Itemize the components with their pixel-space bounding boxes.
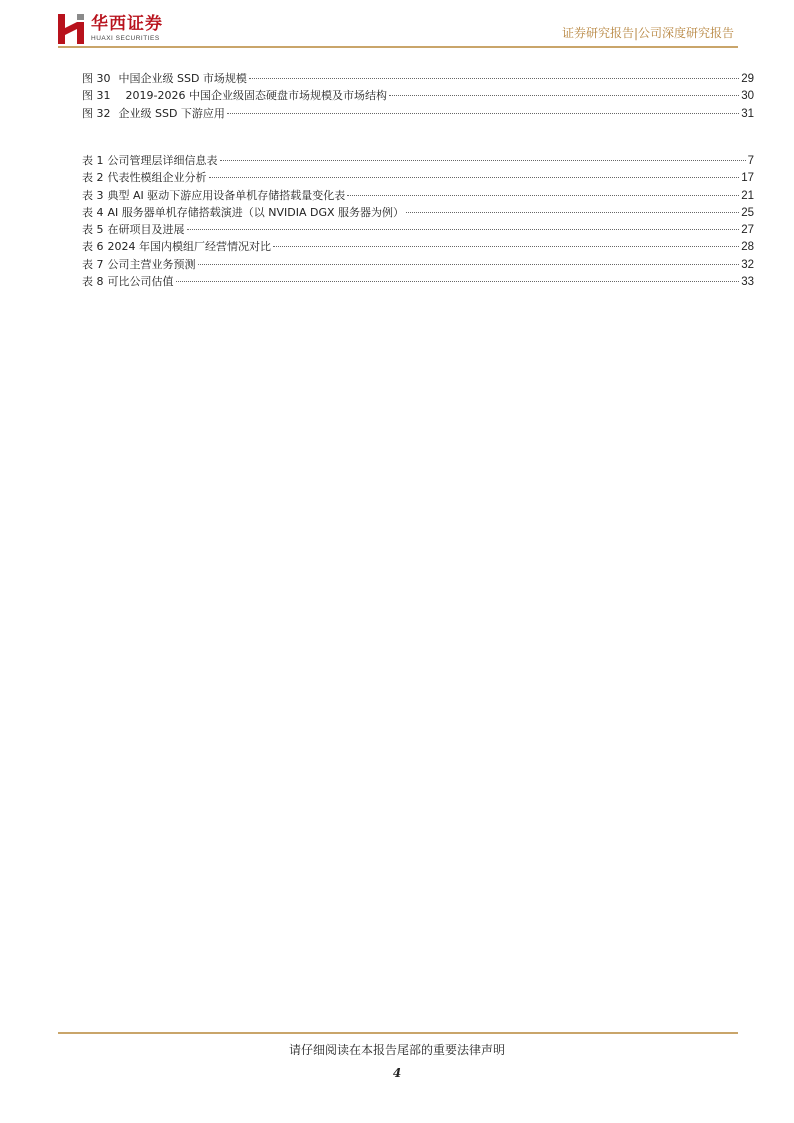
entry-page: 33 — [741, 276, 754, 289]
table-list — [82, 152, 754, 290]
entry-number: 表 3 — [82, 188, 104, 202]
entry-title: 2024 年国内模组厂经营情况对比 — [107, 240, 271, 254]
toc-entry-table-1[interactable] — [82, 152, 754, 169]
header-divider — [58, 46, 738, 48]
entry-page: 17 — [741, 172, 754, 185]
entry-number: 表 5 — [82, 223, 104, 237]
logo-text — [91, 14, 163, 43]
legal-notice: 请仔细阅读在本报告尾部的重要法律声明 — [288, 1043, 505, 1057]
entry-number: 表 2 — [82, 171, 104, 185]
toc-entry-table-5[interactable] — [82, 221, 754, 238]
dot-leader — [220, 160, 746, 161]
page-header — [0, 0, 794, 50]
entry-page: 29 — [741, 73, 754, 85]
entry-title: 代表性模组企业分析 — [107, 171, 207, 185]
entry-number: 表 4 — [82, 205, 104, 219]
toc-entry-figure-31[interactable] — [82, 87, 754, 104]
entry-title: 2019-2026 中国企业级固态硬盘市场规模及市场结构 — [118, 89, 387, 103]
dot-leader — [227, 113, 739, 114]
dot-leader — [389, 95, 739, 96]
footer-divider — [58, 1032, 738, 1034]
entry-number: 表 6 — [82, 240, 104, 254]
entry-page: 31 — [741, 107, 754, 120]
entry-number: 图 30 — [82, 72, 111, 85]
entry-page: 28 — [741, 241, 754, 254]
toc-entry-table-8[interactable] — [82, 273, 754, 290]
logo-name-en: HUAXI SECURITIES — [91, 35, 160, 42]
entry-title: 企业级 SSD 下游应用 — [118, 106, 225, 120]
logo-name-cn: 华西证券 — [91, 14, 163, 34]
dot-leader — [249, 78, 739, 79]
entry-page: 7 — [747, 155, 754, 167]
entry-page: 21 — [741, 189, 754, 202]
entry-title: 公司管理层详细信息表 — [107, 154, 218, 167]
entry-page: 32 — [741, 258, 754, 271]
figure-list — [82, 70, 754, 122]
entry-page: 27 — [741, 224, 754, 237]
entry-title: AI 服务器单机存储搭载演进（以 NVIDIA DGX 服务器为例） — [107, 205, 405, 219]
dot-leader — [347, 195, 739, 196]
dot-leader — [176, 281, 740, 282]
entry-page: 30 — [741, 90, 754, 103]
entry-title: 中国企业级 SSD 市场规模 — [118, 72, 247, 85]
entry-number: 图 31 — [82, 89, 111, 103]
huaxi-logo-icon — [58, 14, 84, 44]
toc-entry-table-7[interactable] — [82, 256, 754, 273]
entry-page: 25 — [741, 206, 754, 219]
page-number: 4 — [392, 1066, 402, 1080]
dot-leader — [406, 212, 739, 213]
entry-number: 表 1 — [82, 154, 104, 167]
toc-entry-table-6[interactable] — [82, 238, 754, 255]
toc-entry-table-4[interactable] — [82, 204, 754, 221]
entry-number: 表 7 — [82, 257, 104, 271]
report-type: 证券研究报告|公司深度研究报告 — [561, 26, 734, 40]
dot-leader — [209, 177, 740, 178]
toc-entry-table-3[interactable] — [82, 187, 754, 204]
toc-entry-figure-32[interactable] — [82, 105, 754, 122]
dot-leader — [198, 264, 740, 265]
entry-title: 在研项目及进展 — [107, 223, 185, 237]
entry-title: 可比公司估值 — [107, 275, 174, 289]
entry-number: 图 32 — [82, 106, 111, 120]
entry-title: 公司主营业务预测 — [107, 257, 196, 271]
toc-entry-table-2[interactable] — [82, 169, 754, 186]
dot-leader — [273, 246, 739, 247]
dot-leader — [187, 229, 740, 230]
toc-entry-figure-30[interactable] — [82, 70, 754, 87]
entry-number: 表 8 — [82, 275, 104, 289]
entry-title: 典型 AI 驱动下游应用设备单机存储搭载量变化表 — [107, 188, 346, 202]
